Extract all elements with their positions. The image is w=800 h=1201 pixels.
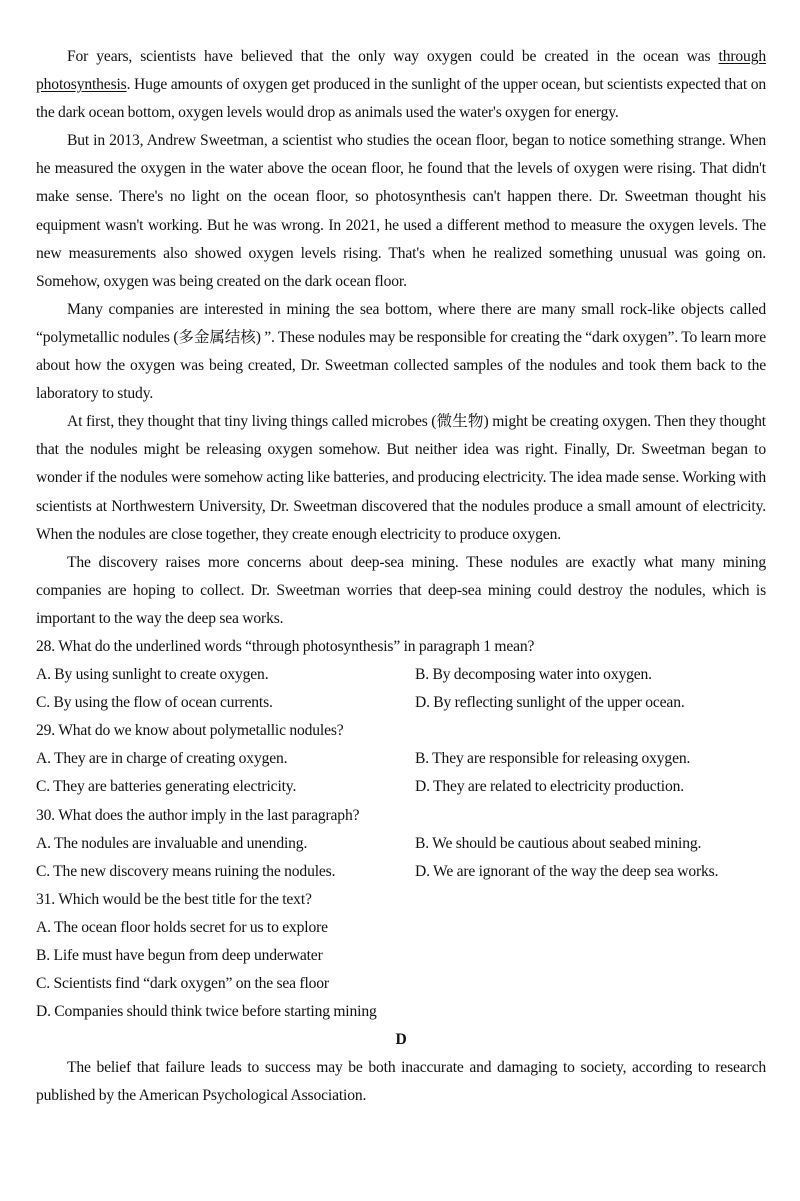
option-b: B. Life must have begun from deep underwater [36,947,323,964]
option-d: D. We are ignorant of the way the deep sea works. [415,862,719,880]
option-c: C. They are batteries generating electricity. [36,778,297,796]
paragraph-1-text-after: . Huge amounts of oxygen get produced in the sunlight of the upper ocean, but scientists expected that on the dark ocean bottom, oxygen levels would drop as animals used the water's oxygen for energy. [36,76,766,122]
passage-paragraph-1 [36,43,766,127]
section-d-intro-paragraph: The belief that failure leads to success may be both inaccurate and damaging to society, according to research published by the American Psychological Association. [36,1059,766,1105]
question-stem: 31. Which would be the best title for the text? [36,890,312,908]
option-d: D. They are related to electricity production. [415,778,684,796]
exam-page [36,43,766,1111]
options-list [36,914,766,1026]
question-stem: 30. What does the author imply in the last paragraph? [36,806,360,824]
question-30 [36,802,766,886]
options-grid [36,661,766,717]
passage-paragraph-2: But in 2013, Andrew Sweetman, a scientist who studies the ocean floor, began to notice something strange. When he measured the oxygen in the water above the ocean floor, he found that the levels of oxygen were rising. That didn't make sense. There's no light on the ocean floor, so photosynthesis can't happen there. Dr. Sweetman thought his equipment wasn't working. But he was wrong. In 2021, he used a different method to measure the oxygen levels. The new measurements also showed oxygen levels rising. That's when he realized something unusual was going on. Somehow, oxygen was being created on the dark ocean floor. [36,132,766,290]
option-a: A. The ocean floor holds secret for us to explore [36,918,328,936]
option-b: B. They are responsible for releasing oxygen. [415,750,691,768]
option-a: A. By using sunlight to create oxygen. [36,666,269,684]
question-28 [36,633,766,717]
question-31 [36,886,766,1026]
underlined-phrase: through photosynthesis [36,48,766,94]
section-heading-d: D [395,1031,407,1049]
option-b: B. By decomposing water into oxygen. [415,666,652,684]
option-b: B. We should be cautious about seabed mining. [415,834,702,852]
option-d: D. By reflecting sunlight of the upper ocean. [415,694,685,712]
options-grid [36,830,766,886]
passage-paragraph-5: The discovery raises more concerns about deep-sea mining. These nodules are exactly what many mining companies are hoping to collect. Dr. Sweetman worries that deep-sea mining could destroy the nodules, which is important to the way the deep sea works. [36,553,766,627]
passage-paragraph-4: At first, they thought that tiny living things called microbes (微生物) might be creating oxygen. Then they thought that the nodules might be releasing oxygen somehow. But neither idea was right. Finally, Dr. Sweetman began to wonder if the nodules were somehow acting like batteries, and producing electricity. The idea made sense. Working with scientists at Northwestern University, Dr. Sweetman discovered that the nodules produce a small amount of electricity. When the nodules are close together, they create enough electricity to produce oxygen. [36,413,766,543]
option-d: D. Companies should think twice before starting mining [36,1003,377,1021]
question-stem: 28. What do the underlined words “through photosynthesis” in paragraph 1 mean? [36,637,535,655]
question-29 [36,717,766,801]
option-a: A. They are in charge of creating oxygen. [36,750,288,768]
options-grid [36,745,766,801]
option-c: C. By using the flow of ocean currents. [36,694,273,712]
option-a: A. The nodules are invaluable and unending. [36,834,308,852]
passage-paragraph-3: Many companies are interested in mining the sea bottom, where there are many small rock-like objects called “polymetallic nodules (多金属结核) ”. These nodules may be responsible for creating the “dark oxygen”. To learn more about how the oxygen was being created, Dr. Sweetman collected samples of the nodules and took them back to the laboratory to study. [36,300,766,403]
option-c: C. The new discovery means ruining the nodules. [36,862,336,880]
option-c: C. Scientists find “dark oxygen” on the sea floor [36,975,329,993]
question-stem: 29. What do we know about polymetallic nodules? [36,722,344,740]
paragraph-1-text-before: For years, scientists have believed that the only way oxygen could be created in the ocean was [67,48,719,65]
